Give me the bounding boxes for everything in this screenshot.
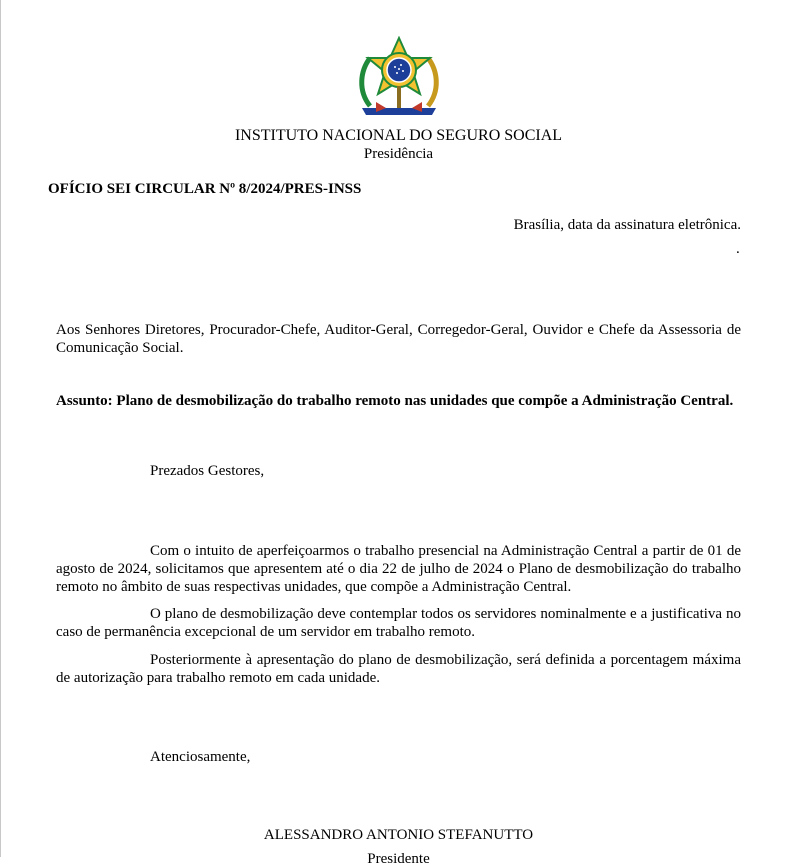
coat-of-arms-icon <box>356 36 442 118</box>
body-paragraph-3: Posteriormente à apresentação do plano de desmobilização, será definida a porcentagem máxima de autorização para trabalho remoto em cada unidade. <box>56 652 741 686</box>
recipients: Aos Senhores Diretores, Procurador-Chefe, Auditor-Geral, Corregedor-Geral, Ouvidor e Chefe da Assessoria de Comunicação Social. <box>56 322 741 356</box>
subject: Assunto: Plano de desmobilização do trabalho remoto nas unidades que compõe a Administração Central. <box>56 393 734 409</box>
signer-title: Presidente <box>367 851 430 867</box>
document-reference: OFÍCIO SEI CIRCULAR Nº 8/2024/PRES-INSS <box>48 181 362 197</box>
signer-name: ALESSANDRO ANTONIO STEFANUTTO <box>263 827 534 843</box>
closing: Atenciosamente, <box>150 749 251 765</box>
place-date: Brasília, data da assinatura eletrônica. <box>513 217 741 233</box>
institution-name: INSTITUTO NACIONAL DO SEGURO SOCIAL <box>234 127 563 144</box>
department-name: Presidência <box>363 146 434 162</box>
trailing-dot: . <box>736 241 740 257</box>
body-paragraph-2: O plano de desmobilização deve contemplar todos os servidores nominalmente e a justificativa no caso de permanência excepcional de um servidor em trabalho remoto. <box>56 606 741 640</box>
body-paragraph-1: Com o intuito de aperfeiçoarmos o trabalho presencial na Administração Central a partir de 01 de agosto de 2024, solicitamos que apresentem até o dia 22 de julho de 2024 o Plano de desmobilização do trabalho remoto no âmbito de suas respectivas unidades, que compõe a Administração Central. <box>56 543 741 595</box>
salutation: Prezados Gestores, <box>150 463 265 479</box>
